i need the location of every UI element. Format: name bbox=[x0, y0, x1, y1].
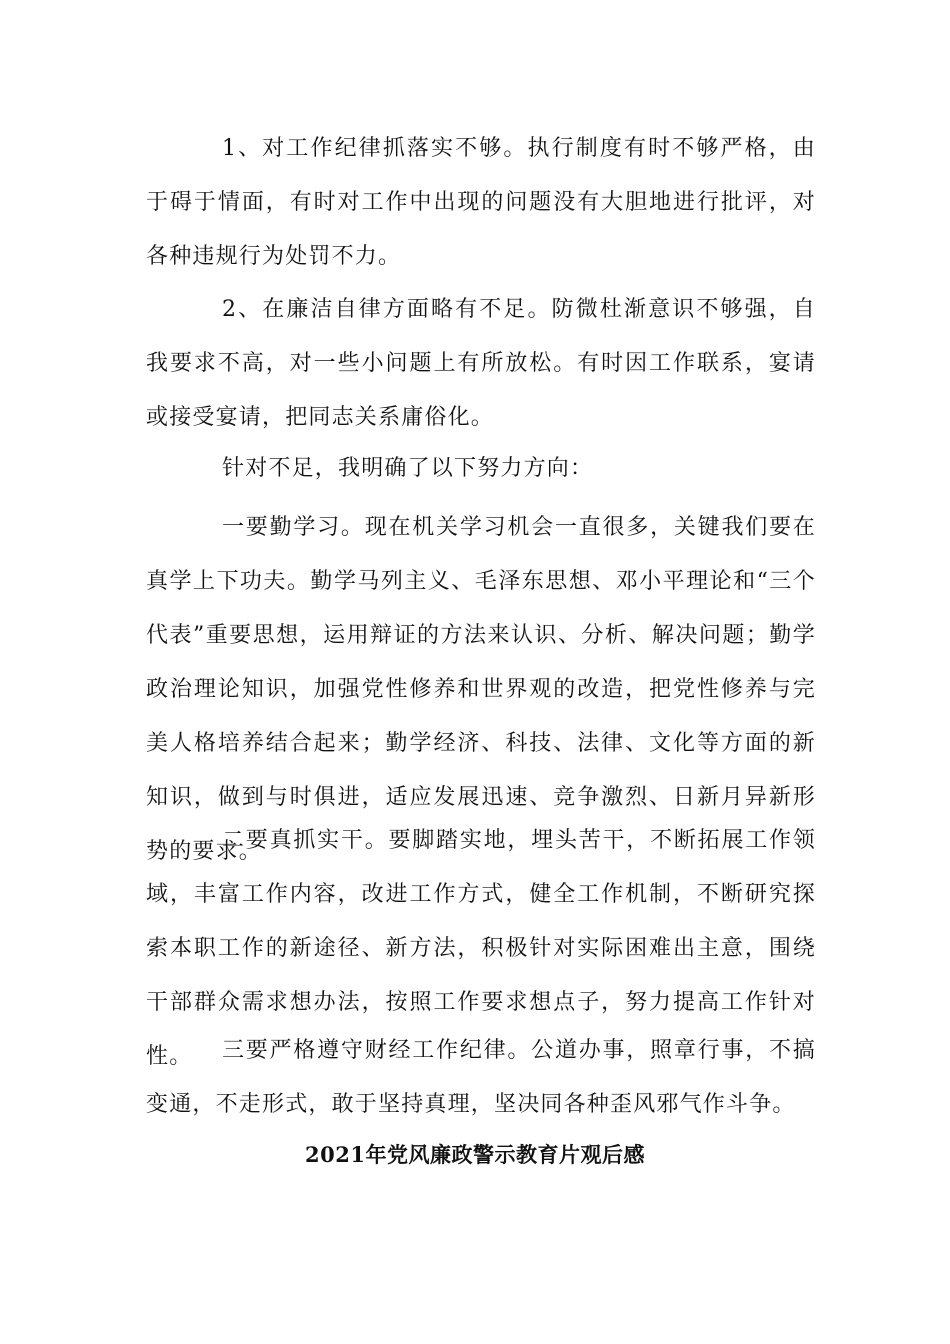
paragraph-practical-work: 二要真抓实干。要脚踏实地，埋头苦干，不断拓展工作领域，丰富工作内容，改进工作方式，健全工作机制，不断研究探索本职工作的新途径、新方法，积极针对实际困难出主意，围绕干部群众需求想办法，按照工作要求想点子，努力提高工作针对性。 bbox=[146, 828, 816, 1069]
paragraph-improvement-intro: 针对不足，我明确了以下努力方向： bbox=[222, 456, 594, 481]
section-title: 2021年党风廉政警示教育片观后感 bbox=[305, 1142, 645, 1167]
paragraph-diligent-study: 一要勤学习。现在机关学习机会一直很多，关键我们要在真学上下功夫。勤学马列主义、毛泽东思想、邓小平理论和“三个代表”重要思想，运用辩证的方法来认识、分析、解决问题；勤学政治理论知识，加强党性修养和世界观的改造，把党性修养与完美人格培养结合起来；勤学经济、科技、法律、文化等方面的新知识，做到与时俱进，适应发展迅速、竞争激烈、日新月异新形势的要求。 bbox=[146, 515, 816, 864]
paragraph-discipline-enforcement: 1、对工作纪律抓落实不够。执行制度有时不够严格，由于碍于情面，有时对工作中出现的问题没有大胆地进行批评，对各种违规行为处罚不力。 bbox=[146, 136, 816, 269]
paragraph-integrity-self-discipline: 2、在廉洁自律方面略有不足。防微杜渐意识不够强，自我要求不高，对一些小问题上有所放松。有时因工作联系，宴请或接受宴请，把同志关系庸俗化。 bbox=[146, 297, 816, 430]
paragraph-financial-discipline: 三要严格遵守财经工作纪律。公道办事，照章行事，不搞变通，不走形式，敢于坚持真理，坚决同各种歪风邪气作斗争。 bbox=[146, 1038, 816, 1117]
